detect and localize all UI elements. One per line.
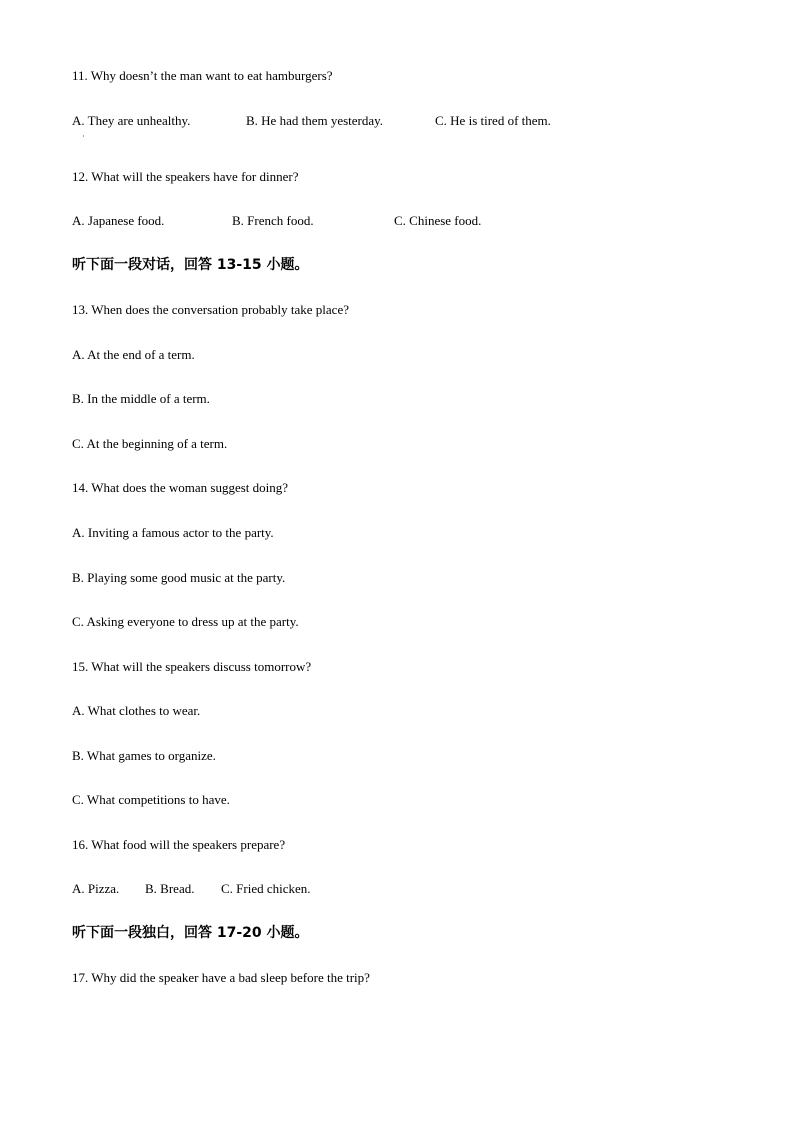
q13-option-a: A. At the end of a term.: [72, 347, 195, 362]
question-15: 15. What will the speakers discuss tomorrow?: [72, 659, 312, 674]
section-heading-17-20: 听下面一段独白，回答 17-20 小题。: [72, 925, 309, 941]
question-17: 17. Why did the speaker have a bad sleep before the trip?: [72, 970, 370, 985]
q14-option-b: B. Playing some good music at the party.: [72, 570, 286, 585]
q14-option-c: C. Asking everyone to dress up at the party.: [72, 614, 299, 629]
section-heading-13-15: 听下面一段对话，回答 13-15 小题。: [72, 257, 309, 273]
q12-option-a: A. Japanese food.: [72, 213, 165, 228]
q15-option-c: C. What competitions to have.: [72, 792, 230, 807]
question-11: 11. Why doesn’t the man want to eat hamburgers?: [72, 68, 333, 83]
q11-option-c: C. He is tired of them.: [435, 113, 551, 128]
q13-option-b: B. In the middle of a term.: [72, 391, 210, 406]
question-12: 12. What will the speakers have for dinner?: [72, 169, 299, 184]
q14-option-a: A. Inviting a famous actor to the party.: [72, 525, 274, 540]
q16-option-b: B. Bread.: [145, 881, 195, 896]
stray-mark: ·: [82, 132, 85, 141]
question-13: 13. When does the conversation probably take place?: [72, 302, 349, 317]
question-14: 14. What does the woman suggest doing?: [72, 480, 289, 495]
q13-option-c: C. At the beginning of a term.: [72, 436, 228, 451]
q11-option-b: B. He had them yesterday.: [246, 113, 384, 128]
q12-option-c: C. Chinese food.: [394, 213, 482, 228]
q11-option-a: A. They are unhealthy.: [72, 113, 191, 128]
q16-option-c: C. Fried chicken.: [221, 881, 311, 896]
q16-option-a: A. Pizza.: [72, 881, 120, 896]
q12-option-b: B. French food.: [232, 213, 314, 228]
question-16: 16. What food will the speakers prepare?: [72, 837, 286, 852]
q15-option-a: A. What clothes to wear.: [72, 703, 201, 718]
q15-option-b: B. What games to organize.: [72, 748, 216, 763]
